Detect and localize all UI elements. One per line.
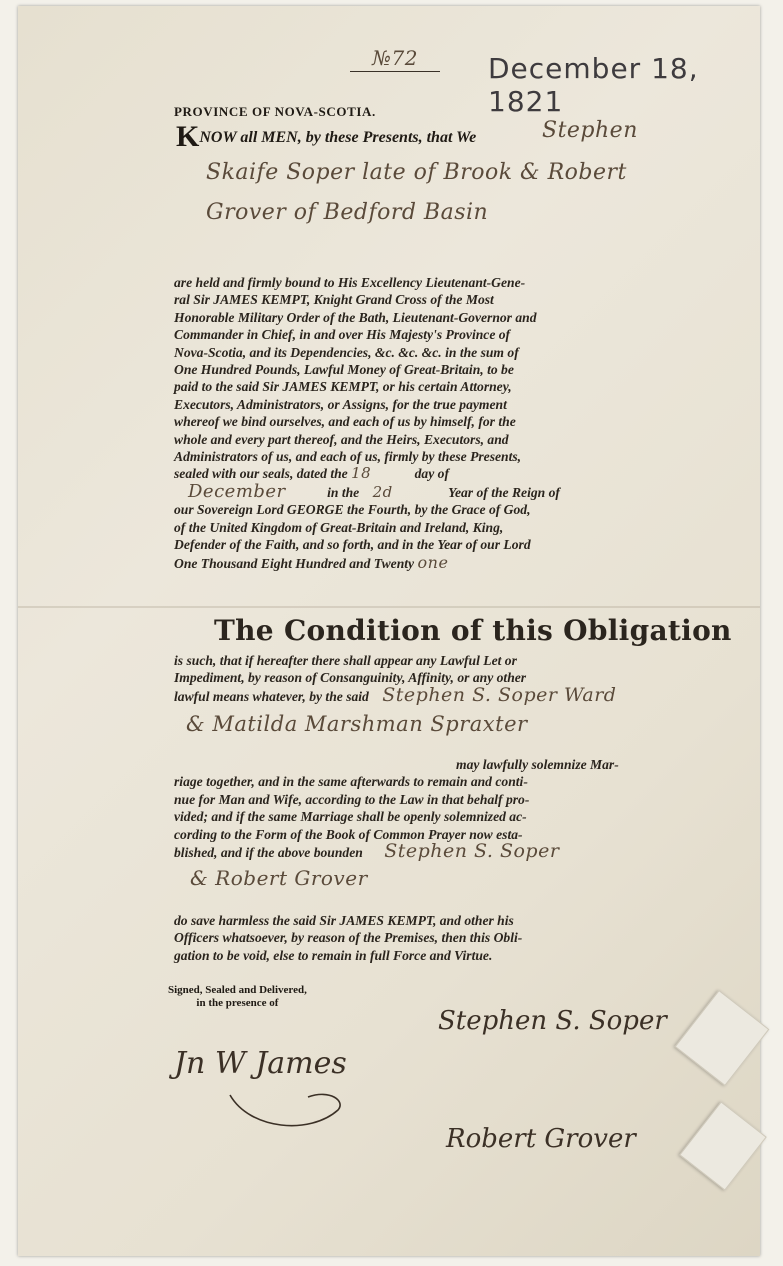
condition-line: [174, 683, 617, 706]
closing-line: do save harmless the said Sir JAMES KEMPT, and other his: [174, 913, 514, 928]
fold-line: [18, 606, 760, 608]
signature-robert: Robert Grover: [446, 1124, 636, 1154]
bounden-line: [174, 840, 619, 863]
bond-line: Commander in Chief, in and over His Majesty's Province of: [174, 327, 511, 343]
bounden-text: blished, and if the above bounden: [174, 845, 363, 861]
witness-signature: Jn W James: [174, 1046, 347, 1081]
in-the-text: in the: [327, 484, 360, 500]
marriage-line: nue for Man and Wife, according to the Law in that behalf pro-: [174, 791, 530, 807]
hand-name-2: Skaife Soper late of Brook & Robert: [206, 160, 627, 185]
witness-label-line-2: in the presence of: [196, 997, 279, 1009]
condition-line: is such, that if hereafter there shall appear any Lawful Let or: [174, 653, 517, 668]
know-text: NOW all MEN, by these Presents, that We: [199, 129, 477, 146]
month-line: [174, 480, 560, 502]
condition-line: Impediment, by reason of Consanguinity, Affinity, or any other: [174, 670, 527, 686]
bounden-hand-2: & Robert Grover: [190, 866, 368, 890]
bond-paragraph: [174, 274, 560, 572]
marriage-paragraph: [174, 756, 619, 861]
bond-line: whereof we bind ourselves, and each of us by himself, for the: [174, 414, 516, 430]
date-note: December 18, 1821: [488, 52, 699, 118]
month-hand: December: [188, 480, 286, 502]
sealed-text: sealed with our seals, dated the: [174, 466, 348, 482]
bond-line: Executors, Administrators, or Assigns, for the true payment: [174, 396, 507, 412]
condition-text: lawful means whatever, by the said: [174, 688, 369, 704]
know-all-men-line: [176, 120, 476, 154]
year-text: One Thousand Eight Hundred and Twenty: [174, 555, 415, 571]
bond-line: ral Sir JAMES KEMPT, Knight Grand Cross of the Most: [174, 292, 494, 308]
province-heading: PROVINCE OF NOVA-SCOTIA.: [174, 104, 376, 119]
document-number: №72: [350, 46, 440, 72]
hand-name-1: Stephen: [542, 118, 638, 143]
condition-paragraph: [174, 652, 616, 705]
condition-title: The Condition of this Obligation: [214, 614, 732, 647]
bond-line: Nova-Scotia, and its Dependencies, &c. &c. &c. in the sum of: [174, 344, 519, 360]
hand-name-3: Grover of Bedford Basin: [206, 200, 489, 225]
marriage-line: vided; and if the same Marriage shall be openly solemnized ac-: [174, 809, 527, 825]
witness-label: [168, 984, 307, 1010]
bond-line: Administrators of us, and each of us, firmly by these Presents,: [174, 449, 522, 465]
year-hand: 2d: [372, 482, 393, 501]
bond-line: whole and every part thereof, and the Heirs, Executors, and: [174, 431, 509, 447]
closing-line: Officers whatsoever, by reason of the Premises, then this Obli-: [174, 930, 523, 946]
bounden-hand-1: Stephen S. Soper: [384, 840, 560, 863]
year-end-hand: one: [417, 552, 449, 572]
groom-hand: Stephen S. Soper Ward: [382, 683, 617, 706]
bride-hand: & Matilda Marshman Spraxter: [186, 712, 528, 736]
drop-initial: K: [176, 120, 200, 153]
year-line: [174, 554, 560, 572]
bond-line: are held and firmly bound to His Excellency Lieutenant-Gene-: [174, 275, 526, 290]
reign-line: of the United Kingdom of Great-Britain and Ireland, King,: [174, 519, 504, 535]
marriage-line: may lawfully solemnize Mar-: [456, 757, 619, 772]
bond-line: One Hundred Pounds, Lawful Money of Great-Britain, to be: [174, 362, 514, 378]
bond-line: Honorable Military Order of the Bath, Lieutenant-Governor and: [174, 309, 537, 325]
reign-text: Year of the Reign of: [448, 484, 560, 500]
marriage-line: riage together, and in the same afterwards to remain and conti-: [174, 774, 528, 790]
bond-line: paid to the said Sir JAMES KEMPT, or his certain Attorney,: [174, 379, 512, 395]
reign-line: Defender of the Faith, and so forth, and in the Year of our Lord: [174, 537, 531, 553]
witness-flourish: [220, 1075, 350, 1135]
reign-line: our Sovereign Lord GEORGE the Fourth, by the Grace of God,: [174, 502, 531, 518]
witness-label-line-1: Signed, Sealed and Delivered,: [168, 984, 307, 996]
closing-paragraph: [174, 912, 522, 964]
signature-stephen: Stephen S. Soper: [438, 1006, 667, 1036]
closing-line: gation to be void, else to remain in full Force and Virtue.: [174, 947, 493, 963]
day-word: day of: [414, 466, 449, 482]
day-hand: 18: [351, 464, 372, 483]
marriage-line: cording to the Form of the Book of Common Prayer now esta-: [174, 826, 523, 842]
